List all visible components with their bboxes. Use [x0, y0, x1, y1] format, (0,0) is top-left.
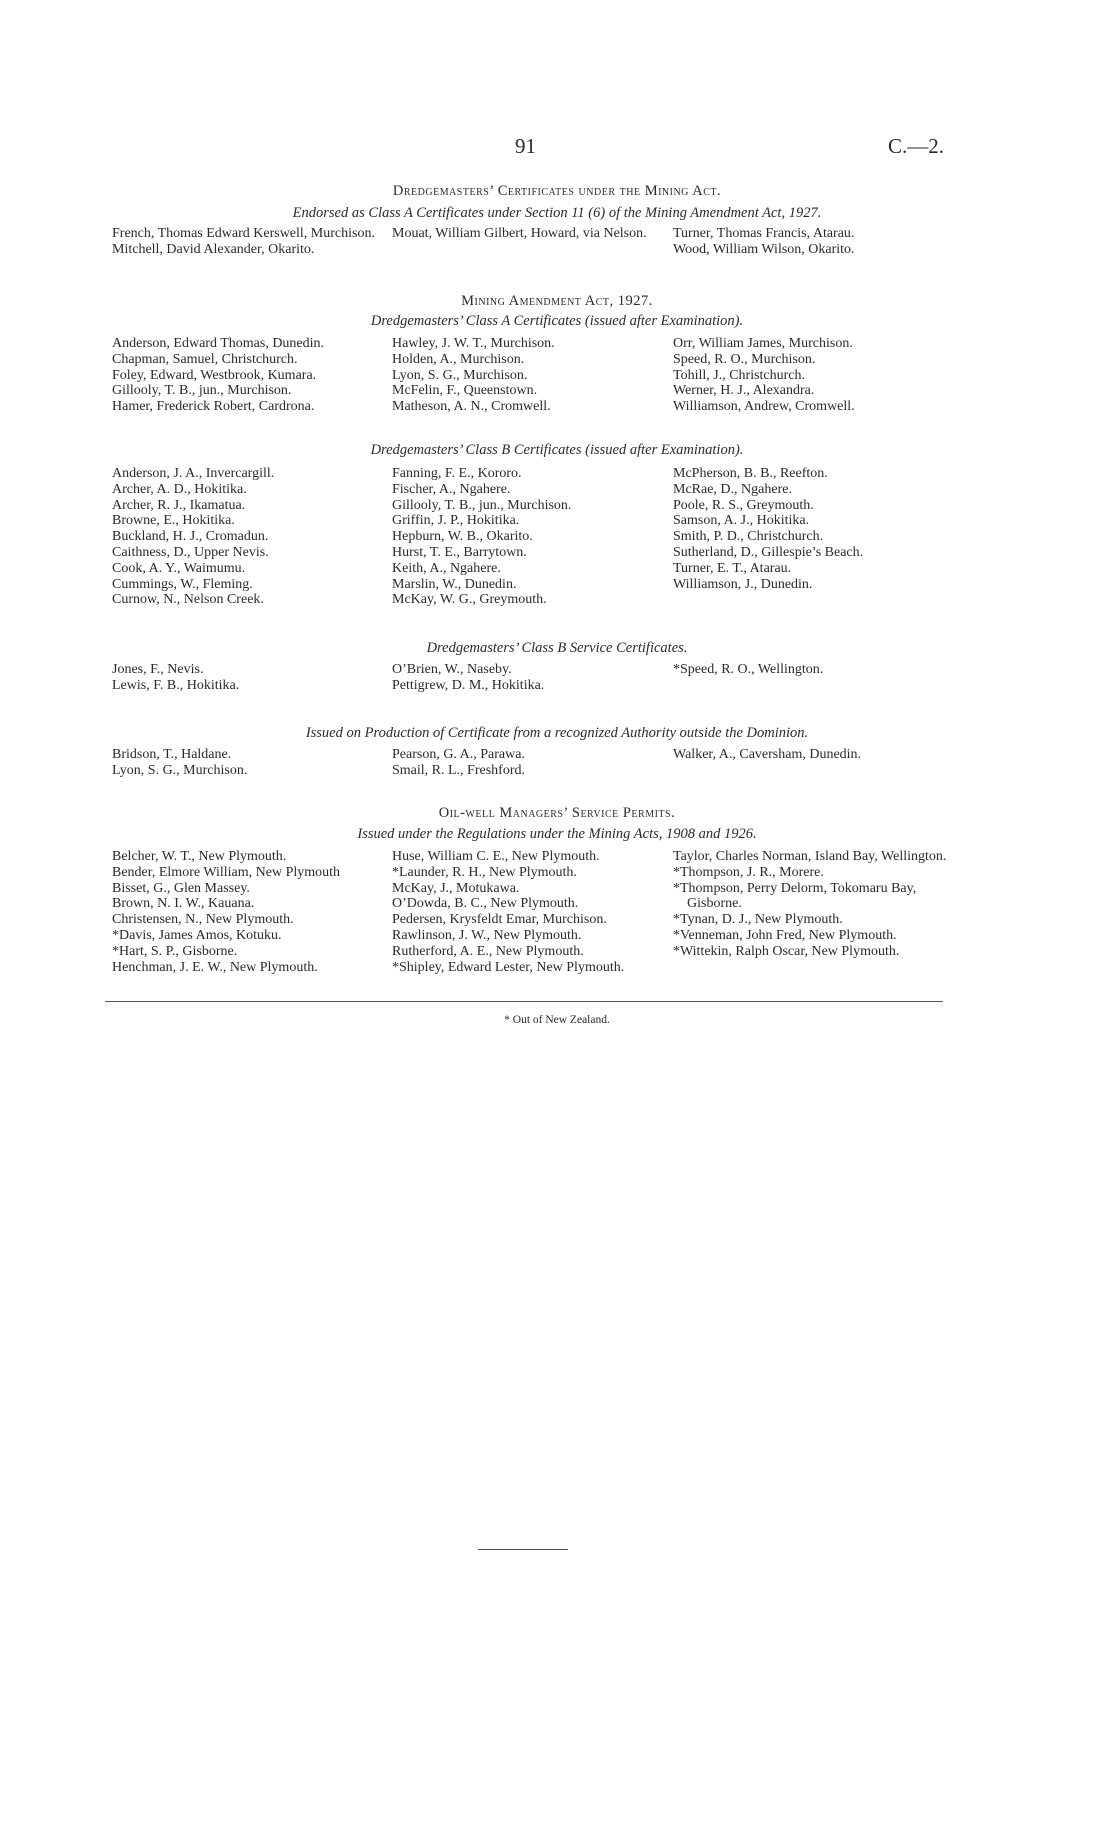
list-entry: Bender, Elmore William, New Plymouth [112, 864, 341, 880]
list-entry: Buckland, H. J., Cromadun. [112, 529, 269, 545]
list-column [112, 226, 392, 258]
list-entry: Anderson, J. A., Invercargill. [112, 466, 275, 481]
list-column [392, 747, 673, 779]
list-entry: Orr, William James, Murchison. [673, 336, 853, 351]
list-entry: Rutherford, A. E., New Plymouth. [392, 943, 584, 959]
list-entry: Holden, A., Murchison. [392, 351, 525, 367]
section-list-class-b [112, 466, 947, 608]
list-column [673, 226, 947, 258]
list-column [112, 466, 392, 608]
list-entry: Belcher, W. T., New Plymouth. [112, 849, 287, 864]
list-entry: Smail, R. L., Freshford. [392, 762, 525, 778]
list-entry: McRae, D., Ngahere. [673, 481, 792, 497]
section-subheading-class-a: Dredgemasters’ Class A Certificates (issued after Examination). [370, 313, 744, 329]
list-entry: Samson, A. J., Hokitika. [673, 513, 810, 529]
list-entry: *Davis, James Amos, Kotuku. [112, 927, 282, 943]
list-entry: Cook, A. Y., Waimumu. [112, 560, 246, 576]
list-entry: Hawley, J. W. T., Murchison. [392, 336, 555, 351]
list-entry: McKay, W. G., Greymouth. [392, 592, 547, 608]
list-entry: *Launder, R. H., New Plymouth. [392, 864, 577, 880]
list-entry: Huse, William C. E., New Plymouth. [392, 849, 600, 864]
list-entry: Tohill, J., Christchurch. [673, 367, 806, 383]
list-entry: Foley, Edward, Westbrook, Kumara. [112, 367, 317, 383]
list-entry: Cummings, W., Fleming. [112, 576, 253, 592]
list-entry: Smith, P. D., Christchurch. [673, 529, 824, 545]
list-entry: Mouat, William Gilbert, Howard, via Nelson. [392, 226, 647, 241]
list-entry: Hamer, Frederick Robert, Cardrona. [112, 399, 315, 415]
list-column [673, 466, 947, 608]
list-entry: Walker, A., Caversham, Dunedin. [673, 747, 862, 762]
list-entry: Curnow, N., Nelson Creek. [112, 592, 264, 608]
list-entry: Christensen, N., New Plymouth. [112, 912, 294, 928]
list-entry: Lyon, S. G., Murchison. [112, 762, 248, 778]
list-entry: Williamson, Andrew, Cromwell. [673, 399, 855, 415]
list-entry: O’Dowda, B. C., New Plymouth. [392, 896, 579, 912]
section-list-class-a [112, 336, 947, 415]
end-rule [478, 1549, 568, 1550]
list-entry: *Thompson, J. R., Morere. [673, 864, 824, 880]
list-column [673, 336, 947, 415]
list-entry: Werner, H. J., Alexandra. [673, 383, 815, 399]
list-entry: McKay, J., Motukawa. [392, 880, 520, 896]
list-entry: *Venneman, John Fred, New Plymouth. [673, 927, 897, 943]
list-entry: Henchman, J. E. W., New Plymouth. [112, 959, 318, 975]
list-column [392, 849, 673, 975]
list-entry: Sutherland, D., Gillespie’s Beach. [673, 544, 864, 560]
section-list-class-b-service [112, 662, 947, 694]
section-subheading-recognized-authority: Issued on Production of Certificate from a recognized Authority outside the Dominion. [305, 725, 809, 741]
list-entry: Turner, Thomas Francis, Atarau. [673, 226, 855, 241]
list-entry: Marslin, W., Dunedin. [392, 576, 517, 592]
list-entry: Fischer, A., Ngahere. [392, 481, 511, 497]
list-entry: Lewis, F. B., Hokitika. [112, 677, 240, 693]
list-entry: Matheson, A. N., Cromwell. [392, 399, 551, 415]
list-entry: *Wittekin, Ralph Oscar, New Plymouth. [673, 943, 900, 959]
list-entry: Gillooly, T. B., jun., Murchison. [112, 383, 292, 399]
list-entry: *Shipley, Edward Lester, New Plymouth. [392, 959, 625, 975]
list-entry: Bridson, T., Haldane. [112, 747, 232, 762]
list-entry: Taylor, Charles Norman, Island Bay, Wellington. [673, 849, 947, 864]
list-entry: Brown, N. I. W., Kauana. [112, 896, 255, 912]
document-reference: C.—2. [887, 134, 944, 158]
list-entry: Griffin, J. P., Hokitika. [392, 513, 520, 529]
list-column [392, 336, 673, 415]
list-entry: Gillooly, T. B., jun., Murchison. [392, 497, 572, 513]
list-entry: Pearson, G. A., Parawa. [392, 747, 525, 762]
section-subheading-class-b: Dredgemasters’ Class B Certificates (issued after Examination). [370, 442, 744, 458]
list-entry: Turner, E. T., Atarau. [673, 560, 792, 576]
list-column [673, 747, 947, 779]
list-column [112, 747, 392, 779]
list-entry: Archer, A. D., Hokitika. [112, 481, 247, 497]
list-entry: *Speed, R. O., Wellington. [673, 662, 824, 677]
list-entry: Williamson, J., Dunedin. [673, 576, 813, 592]
list-entry: Hurst, T. E., Barrytown. [392, 544, 527, 560]
list-column [673, 849, 947, 975]
list-entry: Lyon, S. G., Murchison. [392, 367, 528, 383]
list-entry: French, Thomas Edward Kerswell, Murchison. [112, 226, 375, 241]
list-entry: McPherson, B. B., Reefton. [673, 466, 828, 481]
list-entry: *Tynan, D. J., New Plymouth. [673, 912, 843, 928]
list-entry: Speed, R. O., Murchison. [673, 351, 816, 367]
list-entry: Bisset, G., Glen Massey. [112, 880, 250, 896]
list-entry: Pettigrew, D. M., Hokitika. [392, 677, 545, 693]
section-list-endorsed [112, 226, 947, 258]
list-entry: Mitchell, David Alexander, Okarito. [112, 241, 315, 257]
section-subheading-class-b-service: Dredgemasters’ Class B Service Certificates. [426, 640, 688, 656]
list-entry: Caithness, D., Upper Nevis. [112, 544, 269, 560]
list-entry: Anderson, Edward Thomas, Dunedin. [112, 336, 325, 351]
section-heading-oil-well: Oil-well Managers’ Service Permits. [438, 805, 676, 821]
list-entry: *Hart, S. P., Gisborne. [112, 943, 238, 959]
list-entry: Chapman, Samuel, Christchurch. [112, 351, 298, 367]
list-entry: McFelin, F., Queenstown. [392, 383, 538, 399]
list-column [392, 226, 673, 258]
section-list-recognized-authority [112, 747, 947, 779]
section-heading-dredgemasters: Dredgemasters’ Certificates under the Mining Act. [392, 183, 722, 199]
section-list-oil-well [112, 849, 947, 975]
list-entry: Wood, William Wilson, Okarito. [673, 241, 855, 257]
list-entry: *Thompson, Perry Delorm, Tokomaru Bay, Gisborne. [673, 880, 917, 912]
list-column [112, 336, 392, 415]
list-entry: O’Brien, W., Naseby. [392, 662, 512, 677]
list-entry: Fanning, F. E., Kororo. [392, 466, 522, 481]
list-column [392, 466, 673, 608]
list-entry: Jones, F., Nevis. [112, 662, 204, 677]
footnote-divider [105, 1001, 943, 1002]
list-entry: Rawlinson, J. W., New Plymouth. [392, 927, 582, 943]
list-entry: Poole, R. S., Greymouth. [673, 497, 814, 513]
section-heading-mining-amendment: Mining Amendment Act, 1927. [461, 293, 653, 309]
section-subheading-oil-well: Issued under the Regulations under the Mining Acts, 1908 and 1926. [357, 826, 757, 842]
list-column [112, 662, 392, 694]
list-column [673, 662, 947, 694]
list-column [392, 662, 673, 694]
page-number: 91 [515, 134, 536, 158]
list-entry: Pedersen, Krysfeldt Emar, Murchison. [392, 912, 607, 928]
list-entry: Browne, E., Hokitika. [112, 513, 235, 529]
list-entry: Hepburn, W. B., Okarito. [392, 529, 533, 545]
list-entry: Keith, A., Ngahere. [392, 560, 501, 576]
list-column [112, 849, 392, 975]
list-entry: Archer, R. J., Ikamatua. [112, 497, 246, 513]
footnote: * Out of New Zealand. [504, 1014, 610, 1026]
section-subheading-endorsed: Endorsed as Class A Certificates under Section 11 (6) of the Mining Amendment Act, 1927. [292, 205, 822, 221]
